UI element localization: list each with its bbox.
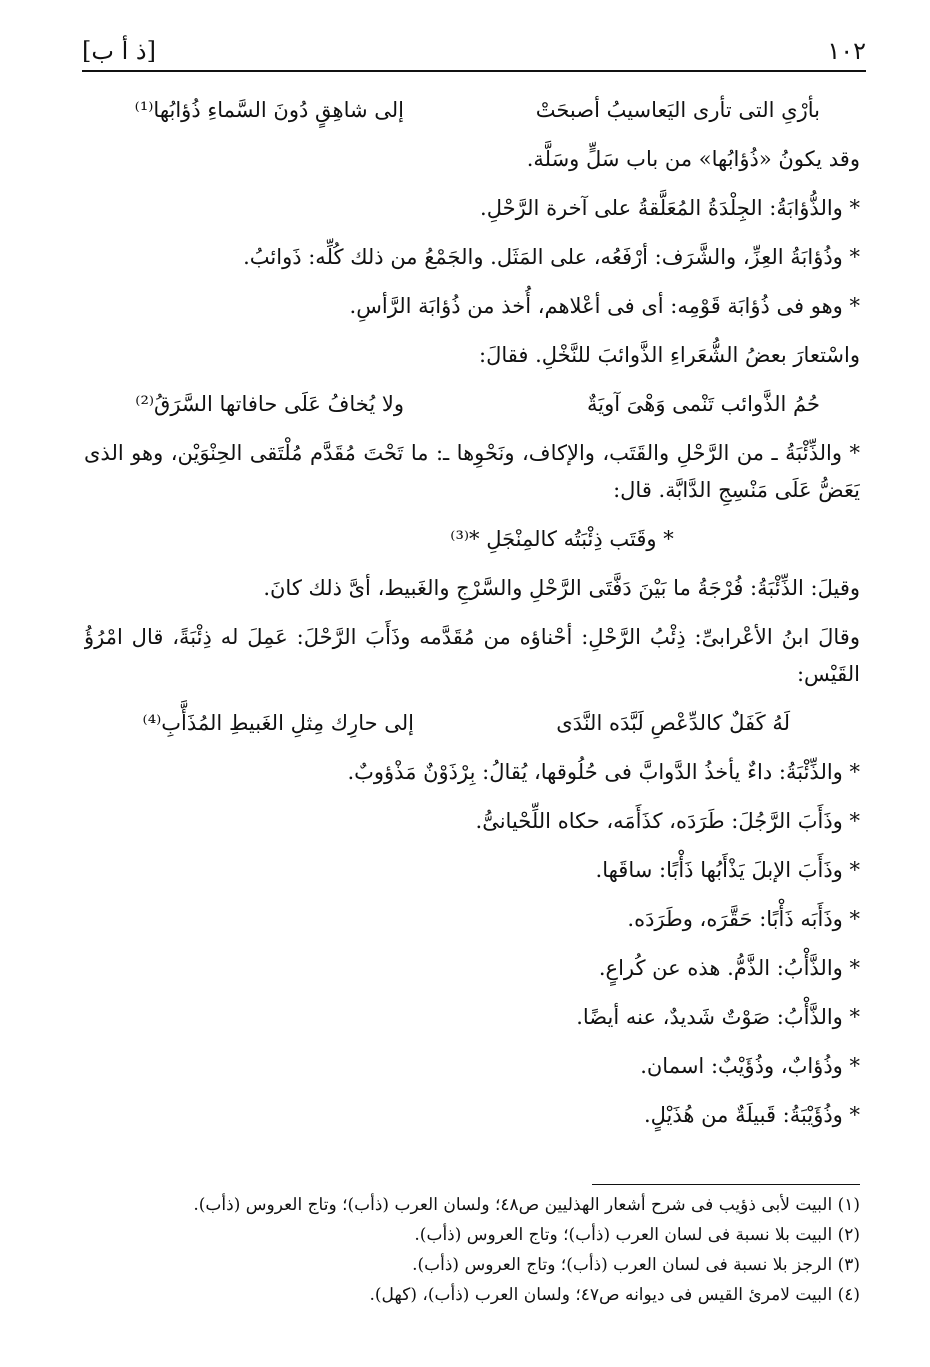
verse-hemistich-first: لَهُ كَفَلٌ كالدِّعْصِ لَبَّدَه النَّدَى: [556, 711, 790, 735]
verse-line-1: [84, 86, 860, 135]
entry-line: * وذُؤَيْبَةُ: قَبيلَةٌ من هُذَيْلٍ.: [643, 1103, 860, 1127]
verse-hemistich-first: بأرْىِ التى تأرى اليَعاسيبُ أصبحَتْ: [535, 98, 820, 122]
verse-line-3: [84, 699, 860, 748]
verse-hemistich-second: إلى حارِك مِثلِ الغَبيطِ المُذَأَّبِ⁽⁴⁾: [142, 711, 414, 735]
entry-line: * والذُّؤابَةُ: الجِلْدَةُ المُعَلَّقةُ على آخرة الرَّحْلِ.: [480, 196, 860, 220]
page-number: ١٠٢: [827, 37, 866, 65]
entry-line: * وذَأَبَ الرَّجُلَ: طَرَدَه، كذَأَمَه، حكاه اللِّحْيانىُّ.: [475, 809, 860, 833]
entry-line: * وذَأَبَه ذَأْبًا: حَقَّرَه، وطَرَدَه.: [627, 907, 860, 931]
entry-line: * والذَّأْبُ: الذَّمُّ. هذه عن كُراعٍ.: [598, 956, 860, 980]
page-header: [82, 32, 866, 70]
entry-line: * وذُؤابَةُ العِزِّ، والشَّرَف: أرْفَعُه، على المَثَل. والجَمْعُ من ذلك كُلِّه: ذَوائبُ.: [243, 245, 860, 269]
header-rule: [82, 70, 866, 72]
footnote-1: (١) البيت لأبى ذؤيب فى شرح أشعار الهذليين ص٤٨؛ ولسان العرب (ذأب)؛ وتاج العروس (ذأب).: [193, 1195, 860, 1215]
text-line: وقيلَ: الذِّئْبَةُ: فُرْجَةُ ما بَيْنَ دَفَّتَى الرَّحْلِ والسَّرْجِ والغَبيط، أىَّ ذلك كانَ.: [263, 576, 860, 600]
footnote-rule: [592, 1184, 860, 1185]
verse-hemistich-first: حُمُ الذَّوائب تَنْمى وَهْىَ آويَةٌ: [587, 392, 820, 416]
footnotes: [84, 1190, 860, 1310]
text-line: وقد يكونُ «ذُؤابُها» من باب سَلٍّ وسَلَّة.: [526, 147, 860, 171]
text-line: واسْتعارَ بعضُ الشُّعَراءِ الذَّوائبَ للنَّخْلِ. فقالَ:: [479, 343, 860, 367]
entry-line: * وذُؤابٌ، وذُؤَيْبٌ: اسمان.: [640, 1054, 860, 1078]
rajaz-line: * وقَتَب ذِئْبَتُه كالمِنْجَلِ *⁽³⁾: [450, 527, 674, 551]
verse-hemistich-second: إلى شاهِقٍ دُونَ السَّماءِ ذُؤابُها⁽¹⁾: [134, 98, 404, 122]
entry-paragraph: * والذِّئْبَةُ ـ من الرَّحْلِ والقَتَب، والإكاف، ونَحْوِها ـ: ما تَحْتَ مُقَدَّم مُلْتَقى الحِنْوَيْن، وهو الذى يَعَضُّ عَلَى مَنْسِجِ الدَّابَّة. قال:: [84, 441, 860, 502]
verse-line-2: [84, 380, 860, 429]
entry-line: * والذِّئْبَةُ: داءٌ يأخذُ الدَّوابَّ فى حُلُوقها، يُقالُ: بِرْذَوْنٌ مَذْؤوبٌ.: [347, 760, 860, 784]
entry-line: * وذَأَبَ الإبلَ يَذْأَبُها ذَأْبًا: ساقَها.: [595, 858, 860, 882]
verse-hemistich-second: ولا يُخافُ عَلَى حافاتها السَّرَقُ⁽²⁾: [135, 392, 404, 416]
footnote-3: (٣) الرجز بلا نسبة فى لسان العرب (ذأب)؛ وتاج العروس (ذأب).: [412, 1255, 860, 1275]
footnote-4: (٤) البيت لامرئ القيس فى ديوانه ص٤٧؛ ولسان العرب (ذأب)، (كهل).: [369, 1285, 860, 1305]
footnote-2: (٢) البيت بلا نسبة فى لسان العرب (ذأب)؛ وتاج العروس (ذأب).: [414, 1225, 860, 1245]
main-text: [84, 86, 860, 1140]
text-paragraph: وقالَ ابنُ الأعْرابىِّ: ذِئْبُ الرَّحْلِ: أحْناؤه من مُقَدَّمه وذَأَبَ الرَّحْلَ: عَمِلَ له ذِئْبَةً، قال امْرُؤُ القَيْس:: [84, 625, 860, 686]
entry-line: * وهو فى ذُؤابَة قَوْمِه: أى فى أعْلاهم، أُخذ من ذُؤابَة الرَّأسِ.: [349, 294, 860, 318]
entry-line: * والذَّأْبُ: صَوْتٌ شَديدٌ، عنه أيضًا.: [576, 1005, 860, 1029]
root-heading: [ذ أ ب]: [82, 37, 156, 65]
